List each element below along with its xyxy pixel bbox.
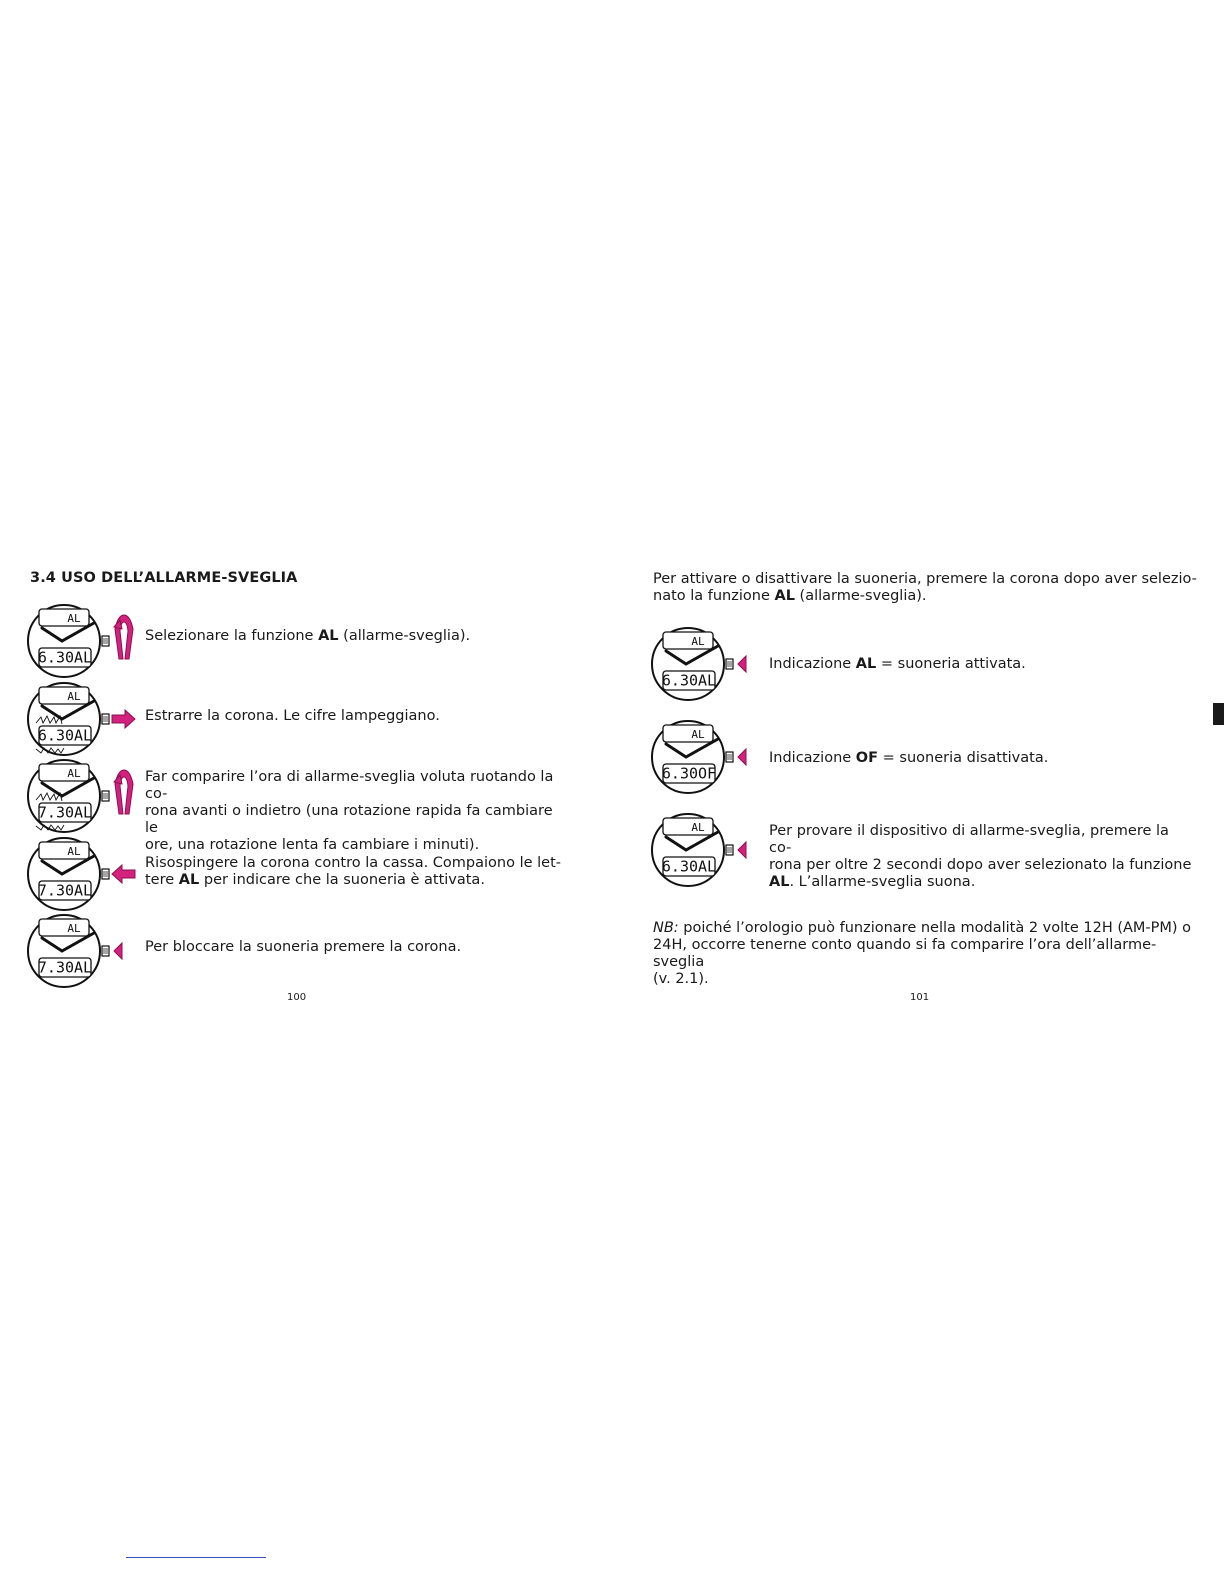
footer-link-underline[interactable]	[126, 1557, 266, 1558]
crown-press-icon	[738, 842, 746, 858]
right-page	[612, 0, 1224, 1584]
indication-3-text	[769, 823, 1194, 891]
lcd-bottom-text: 7.30AL	[37, 958, 93, 977]
step-1-figure	[24, 601, 144, 681]
indication-1-figure	[648, 624, 768, 704]
step-5-figure	[24, 911, 144, 991]
step-1-text	[145, 628, 565, 645]
lcd-bottom-text: 6.30OF	[661, 764, 717, 783]
bold-term: AL	[318, 628, 339, 644]
text-segment: Far comparire l’ora di allarme-sveglia voluta ruotando la co-	[145, 769, 554, 802]
text-segment: Indicazione	[769, 656, 856, 672]
chapter-edge-tab	[1213, 703, 1224, 725]
lcd-bottom-text: 6.30AL	[37, 726, 93, 745]
crown-rotate-icon	[114, 615, 133, 659]
step-2-text	[145, 708, 565, 725]
lcd-top	[39, 919, 89, 936]
text-segment: Selezionare la funzione	[145, 628, 319, 644]
step-3-text	[145, 769, 565, 854]
lcd-top-text: AL	[691, 728, 705, 741]
text-segment: rona per oltre 2 secondi dopo aver selezionato la funzione	[769, 857, 1192, 873]
text-segment: (allarme-sveglia).	[794, 588, 927, 604]
step-4-text	[145, 855, 565, 889]
text-segment: Per attivare o disattivare la suoneria, premere la corona dopo aver selezio-	[653, 571, 1197, 587]
text-segment: nato la funzione	[653, 588, 775, 604]
text-segment: Indicazione	[769, 750, 856, 766]
italic-term: NB:	[653, 920, 679, 936]
indication-1-text	[769, 656, 1194, 673]
lcd-bottom-text: 6.30AL	[661, 671, 717, 690]
text-segment: = suoneria disattivata.	[878, 750, 1049, 766]
text-segment: = suoneria attivata.	[876, 656, 1026, 672]
note-text	[653, 920, 1198, 988]
section-title: 3.4 USO DELL’ALLARME-SVEGLIA	[30, 570, 298, 586]
text-segment: tere	[145, 872, 179, 888]
lcd-bottom-text: 6.30AL	[37, 648, 93, 667]
page-number-right: 101	[910, 992, 930, 1003]
step-2-figure	[24, 679, 144, 759]
lcd-bottom-text: 6.30AL	[661, 857, 717, 876]
intro-text	[653, 571, 1198, 605]
bold-term: AL	[769, 874, 790, 890]
text-segment: Estrarre la corona. Le cifre lampeggiano.	[145, 708, 440, 724]
text-segment: per indicare che la suoneria è attivata.	[199, 872, 485, 888]
text-segment: rona avanti o indietro (una rotazione rapida fa cambiare le	[145, 803, 553, 836]
lcd-bottom-text: 7.30AL	[37, 881, 93, 900]
lcd-top-text: AL	[67, 612, 81, 625]
lcd-top-text: AL	[67, 690, 81, 703]
lcd-top-text: AL	[67, 845, 81, 858]
lcd-bottom-text: 7.30AL	[37, 803, 93, 822]
page-number-left: 100	[287, 992, 307, 1003]
lcd-top	[39, 609, 89, 626]
crown-press-icon	[114, 943, 122, 959]
bold-term: AL	[855, 656, 877, 672]
lcd-top-text: AL	[691, 821, 705, 834]
text-segment: 24H, occorre tenerne conto quando si fa comparire l’ora dell’allarme-sveglia	[653, 937, 1157, 970]
lcd-top	[39, 842, 89, 859]
text-segment: (v. 2.1).	[653, 971, 709, 987]
lcd-top-text: AL	[67, 767, 81, 780]
crown-press-icon	[738, 749, 746, 765]
step-3-figure	[24, 756, 144, 836]
step-5-text	[145, 939, 565, 956]
text-segment: . L’allarme-sveglia suona.	[789, 874, 976, 890]
lcd-top-text: AL	[691, 635, 705, 648]
text-segment: ore, una rotazione lenta fa cambiare i minuti).	[145, 837, 480, 853]
text-segment: (allarme-sveglia).	[338, 628, 471, 644]
lcd-top	[39, 764, 89, 781]
text-segment: Risospingere la corona contro la cassa. Compaiono le let-	[145, 855, 562, 871]
text-segment: poiché l’orologio può funzionare nella modalità 2 volte 12H (AM-PM) o	[678, 920, 1192, 936]
indication-3-figure	[648, 810, 768, 890]
indication-2-figure	[648, 717, 768, 797]
text-segment: Per bloccare la suoneria premere la corona.	[145, 939, 462, 955]
indication-2-text	[769, 750, 1194, 767]
lcd-top	[39, 687, 89, 704]
lcd-top	[663, 725, 713, 742]
crown-pull-out-arrow-icon	[112, 710, 135, 728]
bold-term: AL	[774, 588, 795, 604]
crown-rotate-icon	[114, 770, 133, 814]
bold-term: AL	[178, 872, 200, 888]
crown-push-in-arrow-icon	[112, 865, 135, 883]
text-segment: Per provare il dispositivo di allarme-sveglia, premere la co-	[769, 823, 1169, 856]
lcd-top	[663, 632, 713, 649]
lcd-top-text: AL	[67, 922, 81, 935]
step-4-figure	[24, 834, 144, 914]
bold-term: OF	[855, 750, 879, 766]
lcd-top	[663, 818, 713, 835]
crown-press-icon	[738, 656, 746, 672]
